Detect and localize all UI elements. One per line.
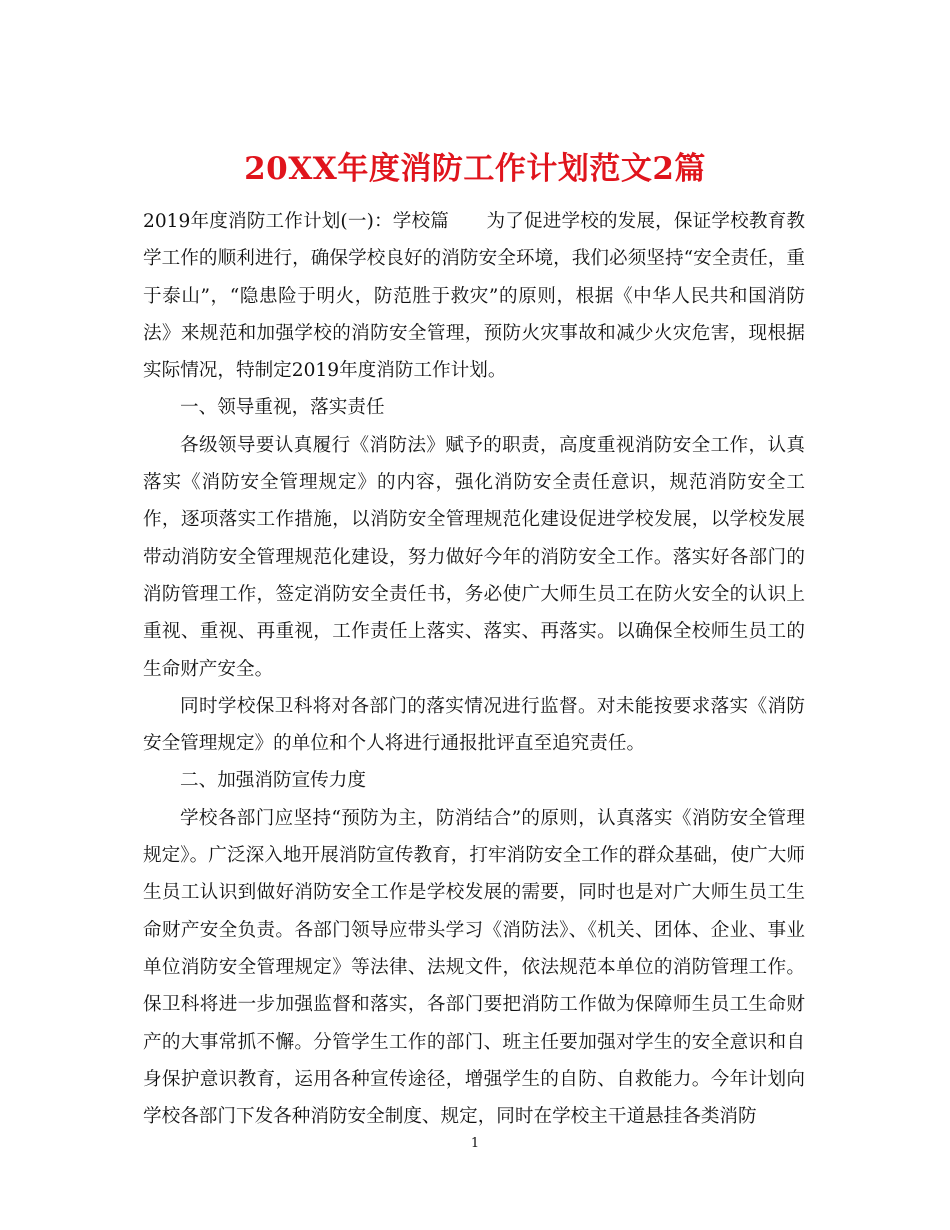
section-heading-2: 二、加强消防宣传力度 xyxy=(180,770,366,792)
section-1-paragraph-2: 同时学校保卫科将对各部门的落实情况进行监督。对未能按要求落实《消防安全管理规定》的单位和个人将进行通报批评直至追究责任。 xyxy=(143,695,805,755)
page-number: 1 xyxy=(470,1136,480,1151)
document-title: 20XX年度消防工作计划范文2篇 xyxy=(244,150,706,187)
section-heading-1: 一、领导重视，落实责任 xyxy=(180,397,385,419)
document-body xyxy=(143,203,805,1135)
section-1-paragraph-1: 各级领导要认真履行《消防法》赋予的职责，高度重视消防安全工作，认真落实《消防安全管理规定》的内容，强化消防安全责任意识，规范消防安全工作，逐项落实工作措施，以消防安全管理规范化建设促进学校发展，以学校发展带动消防安全管理规范化建设，努力做好今年的消防安全工作。落实好各部门的消防管理工作，签定消防安全责任书，务必使广大师生员工在防火安全的认识上重视、重视、再重视，工作责任上落实、落实、再落实。以确保全校师生员工的生命财产安全。 xyxy=(143,434,805,680)
section-2-paragraph-1: 学校各部门应坚持“预防为主，防消结合”的原则，认真落实《消防安全管理规定》。广泛深入地开展消防宣传教育，打牢消防安全工作的群众基础，使广大师生员工认识到做好消防安全工作是学校发展的需要，同时也是对广大师生员工生命财产安全负责。各部门领导应带头学习《消防法》、《机关、团体、企业、事业单位消防安全管理规定》等法律、法规文件，依法规范本单位的消防管理工作。保卫科将进一步加强监督和落实，各部门要把消防工作做为保障师生员工生命财产的大事常抓不懈。分管学生工作的部门、班主任要加强对学生的安全意识和自身保护意识教育，运用各种宣传途径，增强学生的自防、自救能力。今年计划向学校各部门下发各种消防安全制度、规定，同时在学校主干道悬挂各类消防 xyxy=(143,807,805,1128)
intro-paragraph: 2019年度消防工作计划(一)：学校篇 为了促进学校的发展，保证学校教育教学工作的顺利进行，确保学校良好的消防安全环境，我们必须坚持“安全责任，重于泰山”，“隐患险于明火，防范胜于救灾”的原则，根据《中华人民共和国消防法》来规范和加强学校的消防安全管理，预防火灾事故和减少火灾危害，现根据实际情况，特制定2019年度消防工作计划。 xyxy=(143,211,805,382)
